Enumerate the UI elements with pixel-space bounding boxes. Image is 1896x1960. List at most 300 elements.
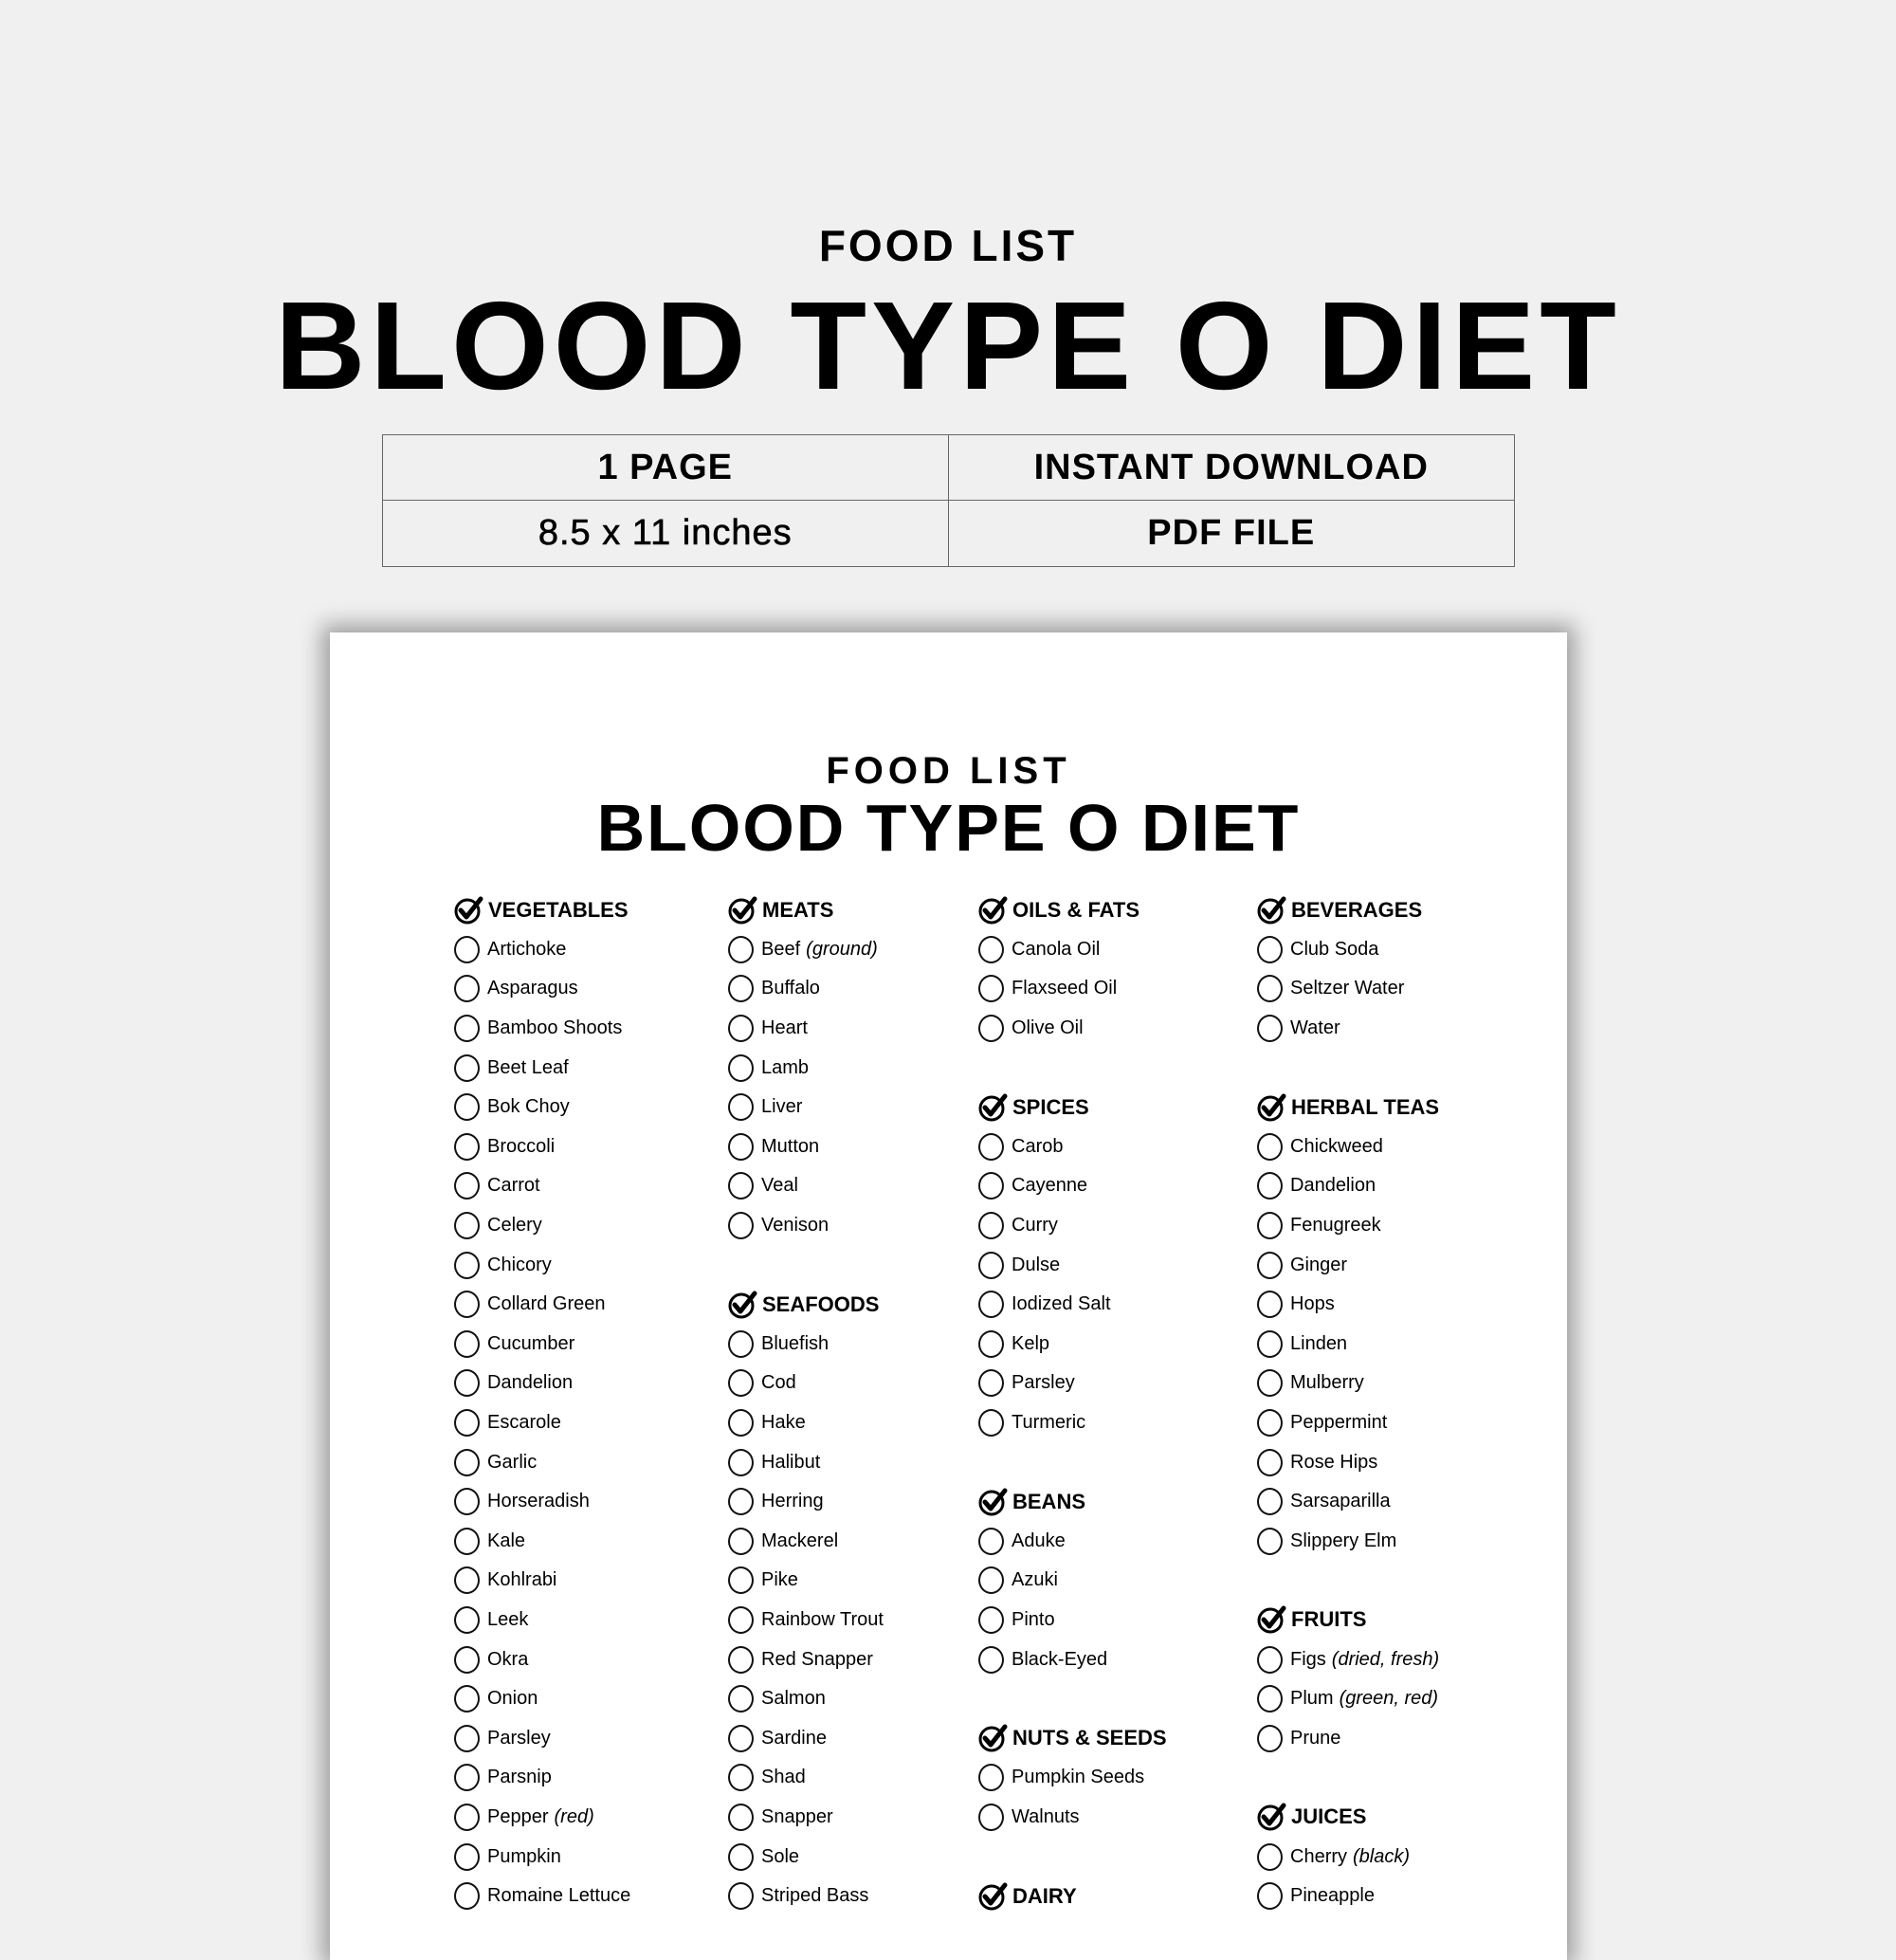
checked-circle-icon	[1257, 895, 1287, 925]
section-header	[978, 1718, 1167, 1758]
checkbox-circle-icon[interactable]	[1257, 1252, 1283, 1279]
checkbox-circle-icon[interactable]	[728, 1330, 754, 1358]
checkbox-circle-icon[interactable]	[978, 1330, 1004, 1358]
spacer	[978, 1837, 1167, 1877]
section-title: OILS & FATS	[1012, 897, 1140, 922]
checkbox-circle-icon[interactable]	[1257, 1291, 1283, 1318]
section-title: JUICES	[1291, 1804, 1367, 1829]
item-label: Chicory	[487, 1254, 552, 1275]
checkbox-circle-icon[interactable]	[454, 1330, 480, 1358]
item-label: Red Snapper	[761, 1648, 873, 1670]
item-label: Shad	[761, 1767, 806, 1788]
item-label: Mackerel	[761, 1530, 839, 1551]
item-label: Okra	[487, 1648, 529, 1670]
spacer	[1257, 1758, 1439, 1798]
item-label: Herring	[761, 1491, 824, 1512]
checkbox-circle-icon[interactable]	[728, 1369, 754, 1397]
spacer	[978, 1679, 1167, 1719]
section-title: VEGETABLES	[488, 897, 629, 922]
checklist-item[interactable]	[454, 1561, 630, 1601]
checkbox-circle-icon[interactable]	[978, 1764, 1004, 1791]
item-label: Rainbow Trout	[761, 1608, 884, 1630]
checked-circle-icon	[1257, 1604, 1287, 1635]
checkbox-circle-icon[interactable]	[454, 1369, 480, 1397]
section-header	[1257, 1601, 1439, 1640]
checklist-item[interactable]	[454, 1009, 630, 1049]
checkbox-circle-icon[interactable]	[728, 1685, 754, 1713]
checkbox-circle-icon[interactable]	[978, 1804, 1004, 1831]
checkbox-circle-icon[interactable]	[728, 1488, 754, 1515]
checklist-item[interactable]	[1257, 1009, 1439, 1049]
checklist-item[interactable]	[728, 1127, 884, 1167]
checkbox-circle-icon[interactable]	[1257, 1172, 1283, 1200]
item-note: (green, red)	[1339, 1688, 1439, 1710]
item-label: Pinto	[1012, 1608, 1055, 1630]
checked-circle-icon	[978, 1092, 1009, 1123]
item-label: Cod	[761, 1372, 796, 1394]
checklist-item[interactable]	[978, 1127, 1167, 1167]
checklist-item[interactable]	[728, 1442, 884, 1482]
section-header	[1257, 890, 1439, 930]
checklist-item[interactable]	[728, 930, 884, 970]
item-label: Pepper	[487, 1805, 549, 1827]
spacer	[728, 1245, 884, 1285]
checkbox-circle-icon[interactable]	[1257, 1646, 1283, 1674]
checkbox-circle-icon[interactable]	[1257, 1133, 1283, 1161]
item-note: (ground)	[806, 938, 878, 960]
checkbox-circle-icon[interactable]	[1257, 1528, 1283, 1555]
item-label: Carob	[1012, 1135, 1064, 1157]
item-label: Slippery Elm	[1290, 1530, 1397, 1551]
checkbox-circle-icon[interactable]	[1257, 1685, 1283, 1713]
item-label: Kale	[487, 1530, 526, 1551]
checkbox-circle-icon[interactable]	[454, 1804, 480, 1831]
checklist-item[interactable]	[978, 1601, 1167, 1640]
item-label: Striped Bass	[761, 1885, 869, 1907]
checkbox-circle-icon[interactable]	[454, 1291, 480, 1318]
item-label: Pumpkin Seeds	[1012, 1767, 1145, 1788]
checklist-item[interactable]	[978, 1639, 1167, 1679]
info-format: PDF FILE	[1147, 513, 1316, 553]
checklist-item[interactable]	[728, 1482, 884, 1522]
checked-circle-icon	[728, 895, 758, 925]
column-1	[454, 890, 630, 1915]
checkbox-circle-icon[interactable]	[1257, 936, 1283, 963]
checkbox-circle-icon[interactable]	[728, 975, 754, 1002]
checklist-item[interactable]	[728, 1758, 884, 1798]
checkbox-circle-icon[interactable]	[978, 936, 1004, 963]
checkbox-circle-icon[interactable]	[1257, 1015, 1283, 1042]
checkbox-circle-icon[interactable]	[454, 1725, 480, 1752]
item-label: Curry	[1012, 1215, 1058, 1236]
checkbox-circle-icon[interactable]	[454, 1054, 480, 1082]
checkbox-circle-icon[interactable]	[728, 1843, 754, 1871]
item-label: Sole	[761, 1845, 800, 1867]
info-table	[382, 434, 1515, 567]
item-label: Flaxseed Oil	[1012, 978, 1118, 999]
item-note: (red)	[554, 1805, 594, 1827]
checked-circle-icon	[454, 895, 484, 925]
checklist-item[interactable]	[728, 1166, 884, 1206]
checkbox-circle-icon[interactable]	[1257, 1449, 1283, 1476]
checkbox-circle-icon[interactable]	[1257, 1330, 1283, 1358]
checklist-item[interactable]	[454, 969, 630, 1009]
checklist-item[interactable]	[728, 1522, 884, 1562]
checkbox-circle-icon[interactable]	[728, 1725, 754, 1752]
item-label: Hake	[761, 1412, 806, 1434]
checkbox-circle-icon[interactable]	[728, 1449, 754, 1476]
section-header	[454, 890, 630, 930]
checklist-item[interactable]	[1257, 1285, 1439, 1325]
checkbox-circle-icon[interactable]	[454, 1449, 480, 1476]
item-label: Horseradish	[487, 1491, 590, 1512]
checklist-item[interactable]	[1257, 1679, 1439, 1719]
checkbox-circle-icon[interactable]	[454, 1133, 480, 1161]
checkbox-circle-icon[interactable]	[454, 936, 480, 963]
checklist-item[interactable]	[454, 1718, 630, 1758]
checkbox-circle-icon[interactable]	[978, 1172, 1004, 1200]
item-label: Plum	[1290, 1688, 1334, 1710]
checkbox-circle-icon[interactable]	[1257, 975, 1283, 1002]
checklist-item[interactable]	[978, 1561, 1167, 1601]
item-label: Black-Eyed	[1012, 1648, 1108, 1670]
section-header	[1257, 1088, 1439, 1127]
checkbox-circle-icon[interactable]	[728, 1212, 754, 1239]
checklist-item[interactable]	[454, 1048, 630, 1088]
item-label: Parsnip	[487, 1767, 552, 1788]
column-4	[1257, 890, 1439, 1915]
checklist-item[interactable]	[454, 1088, 630, 1127]
checklist-item[interactable]	[978, 1166, 1167, 1206]
checkbox-circle-icon[interactable]	[454, 1685, 480, 1713]
item-label: Rose Hips	[1290, 1451, 1378, 1473]
checkbox-circle-icon[interactable]	[978, 1133, 1004, 1161]
checklist-item[interactable]	[454, 930, 630, 970]
checklist-item[interactable]	[1257, 1403, 1439, 1443]
checklist-item[interactable]	[454, 1639, 630, 1679]
checklist-item[interactable]	[1257, 1482, 1439, 1522]
checkbox-circle-icon[interactable]	[728, 1093, 754, 1121]
checklist-item[interactable]	[454, 1245, 630, 1285]
item-label: Peppermint	[1290, 1412, 1388, 1434]
top-title: BLOOD TYPE O DIET	[275, 276, 1621, 415]
checklist-item[interactable]	[1257, 1206, 1439, 1246]
section-header	[978, 1482, 1167, 1522]
item-label: Walnuts	[1012, 1805, 1080, 1827]
item-label: Cucumber	[487, 1332, 575, 1354]
checkbox-circle-icon[interactable]	[454, 1252, 480, 1279]
item-label: Veal	[761, 1175, 798, 1197]
section-header	[1257, 1798, 1439, 1838]
item-label: Seltzer Water	[1290, 978, 1405, 999]
item-label: Pumpkin	[487, 1845, 561, 1867]
checkbox-circle-icon[interactable]	[454, 1488, 480, 1515]
item-label: Garlic	[487, 1451, 538, 1473]
checkbox-circle-icon[interactable]	[1257, 1488, 1283, 1515]
section-title: SEAFOODS	[762, 1291, 880, 1316]
item-label: Parsley	[487, 1727, 551, 1749]
checklist-item[interactable]	[1257, 1837, 1439, 1877]
item-label: Halibut	[761, 1451, 821, 1473]
checklist-item[interactable]	[728, 1206, 884, 1246]
checkbox-circle-icon[interactable]	[728, 936, 754, 963]
item-label: Asparagus	[487, 978, 578, 999]
checkbox-circle-icon[interactable]	[454, 1764, 480, 1791]
checklist-item[interactable]	[728, 1325, 884, 1365]
checkbox-circle-icon[interactable]	[728, 1566, 754, 1594]
checklist-item[interactable]	[454, 1442, 630, 1482]
info-size: 8.5 x 11 inches	[383, 501, 949, 566]
item-label: Artichoke	[487, 938, 567, 960]
spacer	[1257, 1561, 1439, 1601]
item-label: Olive Oil	[1012, 1017, 1084, 1039]
item-label: Onion	[487, 1688, 538, 1710]
checkbox-circle-icon[interactable]	[978, 1528, 1004, 1555]
item-note: (dried, fresh)	[1331, 1648, 1440, 1670]
item-label: Snapper	[761, 1805, 833, 1827]
section-title: MEATS	[762, 897, 834, 922]
item-label: Fenugreek	[1290, 1215, 1381, 1236]
checklist-item[interactable]	[728, 1088, 884, 1127]
checklist-item[interactable]	[978, 1325, 1167, 1365]
item-label: Club Soda	[1290, 938, 1379, 960]
item-label: Sardine	[761, 1727, 827, 1749]
section-title: DAIRY	[1012, 1883, 1077, 1908]
item-label: Heart	[761, 1017, 808, 1039]
top-subtitle: FOOD LIST	[818, 221, 1078, 270]
item-label: Turmeric	[1012, 1412, 1086, 1434]
item-label: Sarsaparilla	[1290, 1491, 1391, 1512]
checkbox-circle-icon[interactable]	[454, 1093, 480, 1121]
item-label: Iodized Salt	[1012, 1293, 1111, 1315]
checkbox-circle-icon[interactable]	[454, 1212, 480, 1239]
checklist-item[interactable]	[978, 1798, 1167, 1838]
checklist-item[interactable]	[1257, 1364, 1439, 1403]
checklist-item[interactable]	[728, 1837, 884, 1877]
checklist-item[interactable]	[728, 1048, 884, 1088]
checklist-item[interactable]	[978, 1009, 1167, 1049]
checkbox-circle-icon[interactable]	[728, 1054, 754, 1082]
item-label: Hops	[1290, 1293, 1335, 1315]
item-note: (black)	[1353, 1845, 1411, 1867]
checklist-item[interactable]	[1257, 969, 1439, 1009]
checkbox-circle-icon[interactable]	[978, 1369, 1004, 1397]
column-3	[978, 890, 1167, 1915]
checkbox-circle-icon[interactable]	[1257, 1409, 1283, 1437]
checkbox-circle-icon[interactable]	[728, 1804, 754, 1831]
checkbox-circle-icon[interactable]	[454, 1528, 480, 1555]
item-label: Romaine Lettuce	[487, 1885, 631, 1907]
section-title: BEANS	[1012, 1489, 1086, 1513]
checklist-item[interactable]	[1257, 1442, 1439, 1482]
section-title: BEVERAGES	[1291, 897, 1423, 922]
item-label: Bamboo Shoots	[487, 1017, 623, 1039]
checkbox-circle-icon[interactable]	[454, 1646, 480, 1674]
checklist-item[interactable]	[454, 1166, 630, 1206]
checkbox-circle-icon[interactable]	[454, 1015, 480, 1042]
item-label: Bluefish	[761, 1332, 830, 1354]
item-label: Carrot	[487, 1175, 540, 1197]
checkbox-circle-icon[interactable]	[978, 1646, 1004, 1674]
checked-circle-icon	[728, 1290, 758, 1320]
checklist-item[interactable]	[1257, 1127, 1439, 1167]
checklist-item[interactable]	[454, 1679, 630, 1719]
checkbox-circle-icon[interactable]	[978, 1606, 1004, 1634]
checkbox-circle-icon[interactable]	[728, 1409, 754, 1437]
checklist-item[interactable]	[1257, 1245, 1439, 1285]
checklist-item[interactable]	[978, 1364, 1167, 1403]
checklist-item[interactable]	[1257, 1639, 1439, 1679]
item-label: Venison	[761, 1215, 830, 1236]
checklist-item[interactable]	[454, 1364, 630, 1403]
checkbox-circle-icon[interactable]	[978, 975, 1004, 1002]
checklist-item[interactable]	[1257, 930, 1439, 970]
checkbox-circle-icon[interactable]	[454, 1843, 480, 1871]
section-title: FRUITS	[1291, 1607, 1367, 1632]
checklist-item[interactable]	[728, 969, 884, 1009]
checklist-item[interactable]	[454, 1285, 630, 1325]
spacer	[978, 1048, 1167, 1088]
checklist-item[interactable]	[978, 930, 1167, 970]
checklist-item[interactable]	[1257, 1522, 1439, 1562]
checklist-item[interactable]	[454, 1206, 630, 1246]
checkbox-circle-icon[interactable]	[454, 1409, 480, 1437]
item-label: Prune	[1290, 1727, 1341, 1749]
item-label: Pineapple	[1290, 1885, 1375, 1907]
item-label: Water	[1290, 1017, 1340, 1039]
item-label: Lamb	[761, 1056, 810, 1078]
checkbox-circle-icon[interactable]	[454, 1606, 480, 1634]
checklist-item[interactable]	[728, 1009, 884, 1049]
checklist-item[interactable]	[728, 1601, 884, 1640]
checklist-item[interactable]	[454, 1601, 630, 1640]
checklist-item[interactable]	[454, 1127, 630, 1167]
checklist-item[interactable]	[978, 969, 1167, 1009]
item-label: Ginger	[1290, 1254, 1348, 1275]
checklist-item[interactable]	[1257, 1166, 1439, 1206]
checklist-item[interactable]	[728, 1798, 884, 1838]
checklist-item[interactable]	[1257, 1718, 1439, 1758]
item-label: Parsley	[1012, 1372, 1075, 1394]
checked-circle-icon	[1257, 1802, 1287, 1832]
checklist-item[interactable]	[454, 1325, 630, 1365]
checkbox-circle-icon[interactable]	[978, 1291, 1004, 1318]
item-label: Leek	[487, 1608, 529, 1630]
checkbox-circle-icon[interactable]	[978, 1409, 1004, 1437]
checklist-item[interactable]	[978, 1285, 1167, 1325]
checkbox-circle-icon[interactable]	[454, 1172, 480, 1200]
item-label: Broccoli	[487, 1135, 556, 1157]
checkbox-circle-icon[interactable]	[978, 1252, 1004, 1279]
section-header	[728, 1285, 884, 1325]
checklist-item[interactable]	[728, 1403, 884, 1443]
checkbox-circle-icon[interactable]	[728, 1015, 754, 1042]
item-label: Chickweed	[1290, 1135, 1383, 1157]
checked-circle-icon	[1257, 1092, 1287, 1123]
checklist-item[interactable]	[728, 1679, 884, 1719]
section-title: NUTS & SEEDS	[1012, 1726, 1167, 1750]
item-label: Dandelion	[1290, 1175, 1376, 1197]
checklist-item[interactable]	[728, 1718, 884, 1758]
section-title: HERBAL TEAS	[1291, 1094, 1440, 1119]
checkbox-circle-icon[interactable]	[728, 1528, 754, 1555]
checkbox-circle-icon[interactable]	[978, 1212, 1004, 1239]
item-label: Collard Green	[487, 1293, 606, 1315]
section-title: SPICES	[1012, 1094, 1089, 1119]
item-label: Bok Choy	[487, 1096, 570, 1118]
checkbox-circle-icon[interactable]	[1257, 1212, 1283, 1239]
item-label: Kelp	[1012, 1332, 1050, 1354]
checkbox-circle-icon[interactable]	[1257, 1843, 1283, 1871]
checkbox-circle-icon[interactable]	[728, 1172, 754, 1200]
item-label: Canola Oil	[1012, 938, 1101, 960]
checkbox-circle-icon[interactable]	[1257, 1725, 1283, 1752]
checklist-item[interactable]	[454, 1758, 630, 1798]
checklist-item[interactable]	[978, 1403, 1167, 1443]
checklist-item[interactable]	[978, 1758, 1167, 1798]
info-delivery: INSTANT DOWNLOAD	[949, 435, 1515, 501]
checkbox-circle-icon[interactable]	[728, 1606, 754, 1634]
section-header	[978, 890, 1167, 930]
checkbox-circle-icon[interactable]	[978, 1566, 1004, 1594]
item-label: Escarole	[487, 1412, 561, 1434]
checkbox-circle-icon[interactable]	[1257, 1369, 1283, 1397]
checklist-item[interactable]	[978, 1522, 1167, 1562]
checkbox-circle-icon[interactable]	[728, 1133, 754, 1161]
spacer	[1257, 1048, 1439, 1088]
item-label: Cherry	[1290, 1845, 1348, 1867]
checklist-item[interactable]	[454, 1837, 630, 1877]
item-label: Liver	[761, 1096, 803, 1118]
item-label: Dandelion	[487, 1372, 574, 1394]
item-label: Mutton	[761, 1135, 820, 1157]
checklist-item[interactable]	[978, 1245, 1167, 1285]
checkbox-circle-icon[interactable]	[728, 1764, 754, 1791]
checkbox-circle-icon[interactable]	[978, 1015, 1004, 1042]
item-label: Pike	[761, 1569, 798, 1591]
checkbox-circle-icon[interactable]	[454, 975, 480, 1002]
checklist-item[interactable]	[454, 1482, 630, 1522]
item-label: Kohlrabi	[487, 1569, 557, 1591]
checked-circle-icon	[978, 1487, 1009, 1517]
doc-subtitle: FOOD LIST	[826, 750, 1071, 792]
checked-circle-icon	[978, 1723, 1009, 1753]
checklist-item[interactable]	[728, 1364, 884, 1403]
checklist-item[interactable]	[978, 1206, 1167, 1246]
item-label: Beef	[761, 938, 801, 960]
checkbox-circle-icon[interactable]	[728, 1646, 754, 1674]
item-label: Cayenne	[1012, 1175, 1088, 1197]
info-pages: 1 PAGE	[383, 435, 949, 501]
item-label: Dulse	[1012, 1254, 1061, 1275]
doc-title: BLOOD TYPE O DIET	[596, 791, 1301, 865]
item-label: Aduke	[1012, 1530, 1066, 1551]
checkbox-circle-icon[interactable]	[454, 1566, 480, 1594]
checklist-item[interactable]	[454, 1522, 630, 1562]
item-label: Salmon	[761, 1688, 826, 1710]
checklist-item[interactable]	[1257, 1325, 1439, 1365]
checked-circle-icon	[978, 895, 1009, 925]
item-label: Linden	[1290, 1332, 1348, 1354]
checklist-item[interactable]	[454, 1403, 630, 1443]
checklist-item[interactable]	[454, 1798, 630, 1838]
checklist-item[interactable]	[728, 1639, 884, 1679]
item-label: Azuki	[1012, 1569, 1058, 1591]
checklist-item[interactable]	[728, 1561, 884, 1601]
item-label: Beet Leaf	[487, 1056, 569, 1078]
item-label: Celery	[487, 1215, 542, 1236]
item-label: Buffalo	[761, 978, 820, 999]
